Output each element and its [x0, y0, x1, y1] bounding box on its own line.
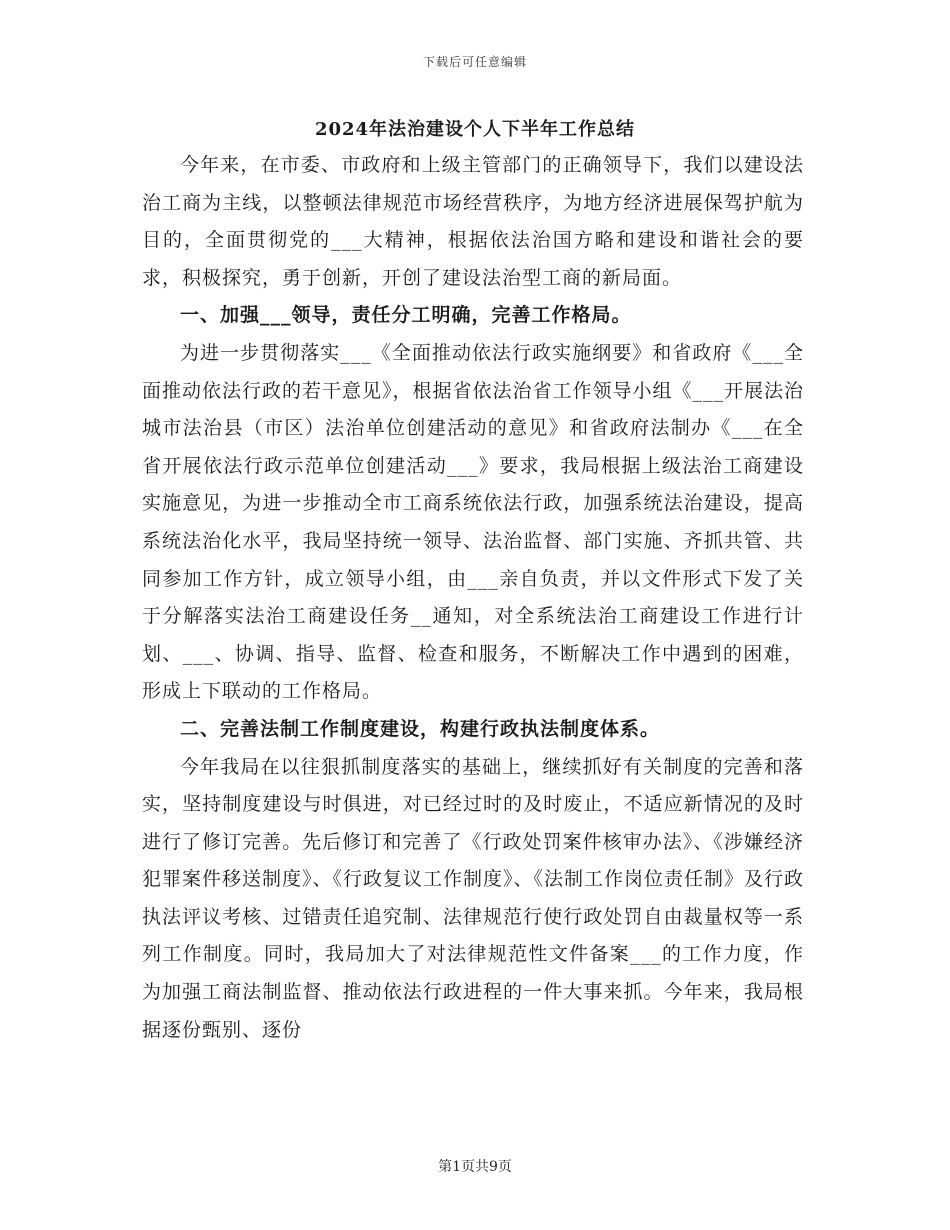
- section-1-paragraph: 为进一步贯彻落实___《全面推动依法行政实施纲要》和省政府《___全面推动依法行政的若干意见》，根据省依法治省工作领导小组《___开展法治城市法治县（市区）法治单位创建活动的意见》和省政府法制办《___在全省开展依法行政示范单位创建活动___》要求，我局根据上级法治工商建设实施意见，为进一步推动全市工商系统依法行政，加强系统法治建设，提高系统法治化水平，我局坚持统一领导、法治监督、部门实施、齐抓共管、共同参加工作方针，成立领导小组，由___亲自负责，并以文件形式下发了关于分解落实法治工商建设任务__通知，对全系统法治工商建设工作进行计划、___、协调、指导、监督、检查和服务，不断解决工作中遇到的困难，形成上下联动的工作格局。: [142, 341, 805, 703]
- section-heading-1: 一、加强___领导，责任分工明确，完善工作格局。: [180, 304, 632, 327]
- header-note: 下载后可任意编辑: [422, 55, 527, 69]
- page-footer: 第1页共9页: [438, 1159, 512, 1175]
- intro-paragraph: 今年来，在市委、市政府和上级主管部门的正确领导下，我们以建设法治工商为主线，以整顿法律规范市场经营秩序，为地方经济进展保驾护航为目的，全面贯彻党的___大精神，根据依法治国方略和建设和谐社会的要求，积极探究，勇于创新，开创了建设法治型工商的新局面。: [142, 154, 804, 289]
- document-body: [142, 147, 804, 1049]
- section-heading-2: 二、完善法制工作制度建设，构建行政执法制度体系。: [180, 717, 661, 740]
- section-2-paragraph: 今年我局在以往狠抓制度落实的基础上，继续抓好有关制度的完善和落实，坚持制度建设与时俱进，对已经过时的及时废止，不适应新情况的及时进行了修订完善。先后修订和完善了《行政处罚案件核审办法》、《涉嫌经济犯罪案件移送制度》、《行政复议工作制度》、《法制工作岗位责任制》及行政执法评议考核、过错责任追究制、法律规范行使行政处罚自由裁量权等一系列工作制度。同时，我局加大了对法律规范性文件备案___的工作力度，作为加强工商法制监督、推动依法行政进程的一件大事来抓。今年来，我局根据逐份甄别、逐份: [142, 755, 805, 1041]
- document-title: 2024年法治建设个人下半年工作总结: [314, 119, 636, 140]
